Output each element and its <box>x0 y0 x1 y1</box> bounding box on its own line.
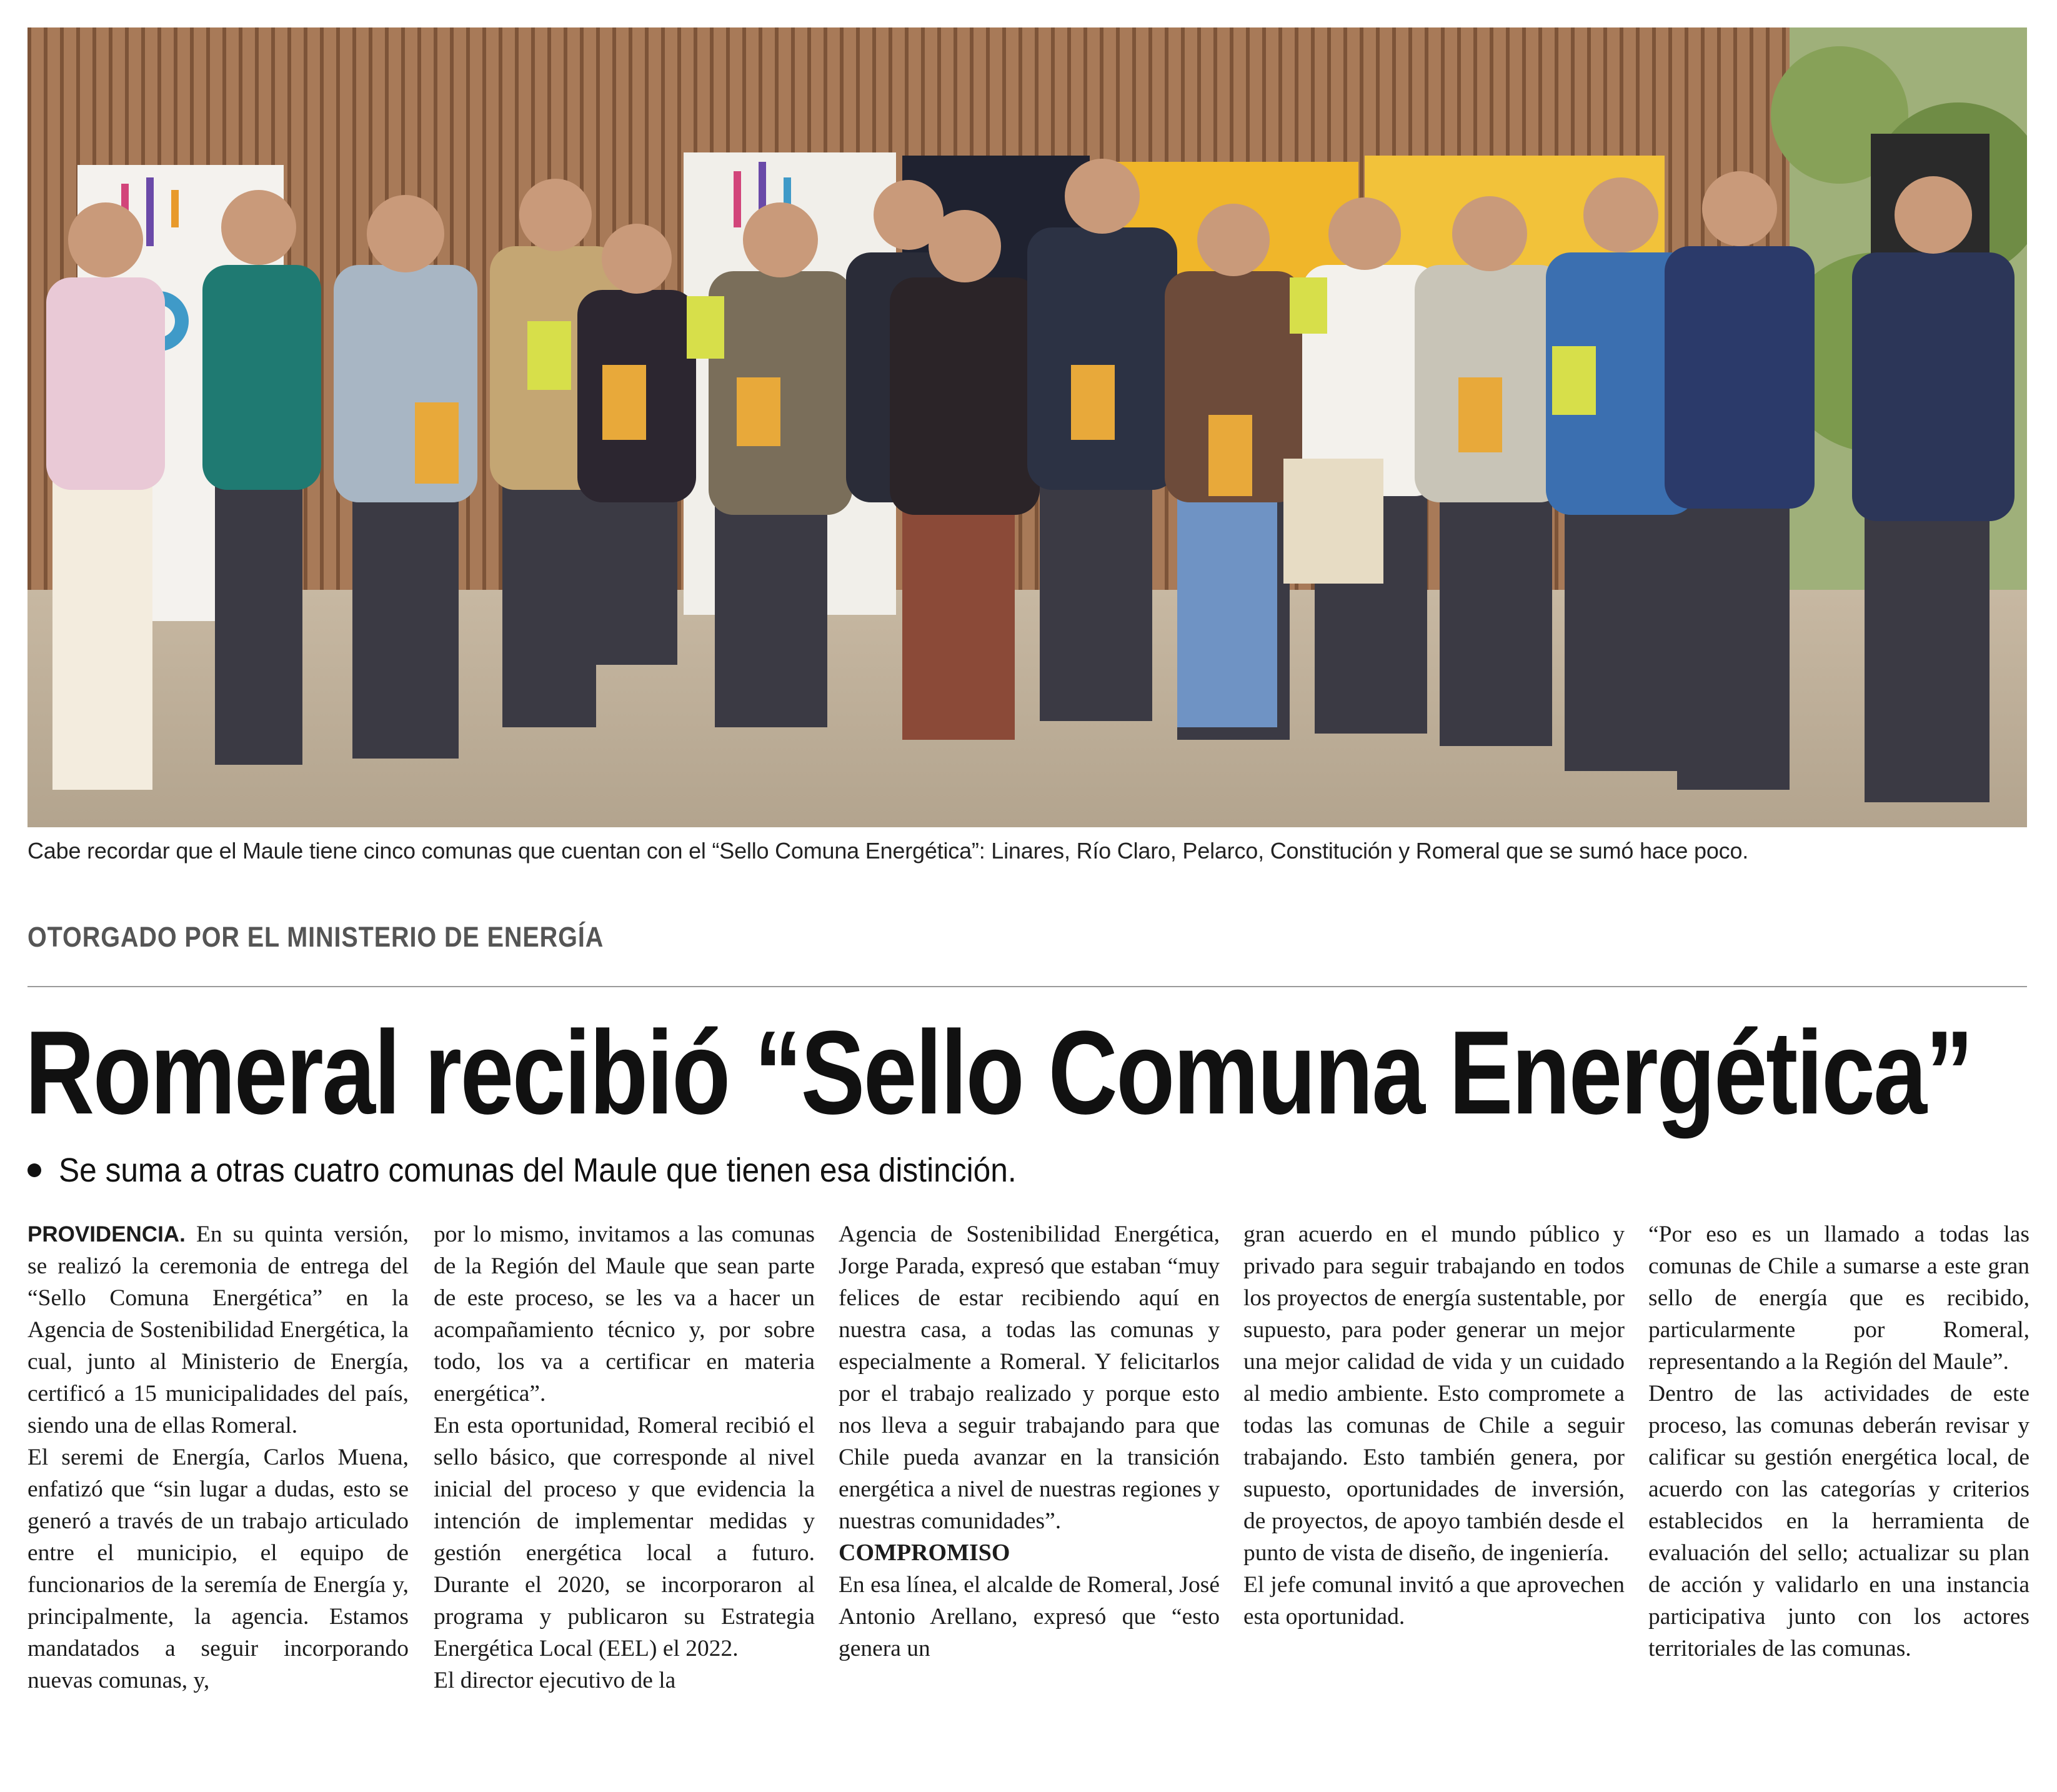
article-column-1 <box>27 1218 409 1768</box>
section-divider <box>27 986 2027 987</box>
article-column-5 <box>1648 1218 2030 1768</box>
subheadline-text: Se suma a otras cuatro comunas del Maule que tienen esa distinción. <box>59 1152 1017 1189</box>
headline: Romeral recibió “Sello Comuna Energética” <box>25 1007 1973 1139</box>
paragraph-text: En su quinta versión, se realizó la ceremonia de entrega del “Sello Comuna Energética” en la Agencia de Sostenibilidad Energética, la cual, junto al Ministerio de Energía, certificó a 15 municipalidades del país, siendo una de ellas Romeral. <box>27 1222 409 1438</box>
article-body <box>27 1218 2030 1768</box>
dateline: PROVIDENCIA. <box>27 1222 186 1247</box>
paragraph <box>27 1218 409 1441</box>
subheadline <box>27 1148 1100 1192</box>
paragraph: gran acuerdo en el mundo público y privado para seguir trabajando en todos los proyectos de energía sustentable, por supuesto, para poder generar un mejor una mejor calidad de vida y un cuidado al medio ambiente. Esto compromete a todas las comunas de Chile a seguir trabajando. Esto también genera, por supuesto, oportunidades de inversión, de proyectos, de apoyo también desde el punto de vista de diseño, de ingeniería. <box>1243 1222 1625 1566</box>
photo-caption: Cabe recordar que el Maule tiene cinco comunas que cuentan con el “Sello Comuna Energética”: Linares, Río Claro, Pelarco, Constitución y Romeral que se sumó hace poco. <box>27 838 1749 864</box>
paragraph: Dentro de las actividades de este proceso, las comunas deberán revisar y calificar su gestión energética local, de acuerdo con las categorías y criterios establecidos en la herramienta de evaluación del sello; actualizar su plan de acción y validarlo en una instancia participativa junto con los actores territoriales de las comunas. <box>1648 1381 2030 1661</box>
subhead: COMPROMISO <box>839 1540 1010 1566</box>
paragraph: En esta oportunidad, Romeral recibió el sello básico, que corresponde al nivel inicial del proceso y que evidencia la intención de implementar medidas y gestión energética local a futuro. Durante el 2020, se incorporaron al programa y publicaron su Estrategia Energética Local (EEL) el 2022. <box>434 1413 815 1661</box>
bullet-icon <box>27 1163 41 1177</box>
paragraph: El director ejecutivo de la <box>434 1668 676 1693</box>
paragraph: El jefe comunal invitó a que aprovechen esta oportunidad. <box>1243 1572 1625 1630</box>
paragraph: por lo mismo, invitamos a las comunas de la Región del Maule que sean parte de este proceso, se les va a hacer un acompañamiento técnico y, por sobre todo, los va a certificar en materia energética”. <box>434 1222 815 1406</box>
kicker: OTORGADO POR EL MINISTERIO DE ENERGÍA <box>27 921 604 953</box>
article-column-2 <box>434 1218 815 1768</box>
paragraph: En esa línea, el alcalde de Romeral, José Antonio Arellano, expresó que “esto genera un <box>839 1572 1220 1661</box>
article-column-4 <box>1243 1218 1625 1768</box>
article-column-3 <box>839 1218 1220 1768</box>
paragraph: El seremi de Energía, Carlos Muena, enfatizó que “sin lugar a dudas, esto se generó a través de un trabajo articulado entre el municipio, el equipo de funcionarios de la seremía de Energía y, principalmente, la agencia. Estamos mandatados a seguir incorporando nuevas comunas, y, <box>27 1445 409 1693</box>
group-photo <box>27 27 2027 827</box>
paragraph: Agencia de Sostenibilidad Energética, Jorge Parada, expresó que estaban “muy felices de estar recibiendo aquí en nuestra casa, a todas las comunas y especialmente a Romeral. Y felicitarlos por el trabajo realizado y porque esto nos lleva a seguir trabajando para que Chile pueda avanzar en la transición energética a nivel de nuestras regiones y nuestras comunidades”. <box>839 1222 1220 1534</box>
paragraph: “Por eso es un llamado a todas las comunas de Chile a sumarse a este gran sello de energía que es recibido, particularmente por Romeral, representando a la Región del Maule”. <box>1648 1222 2030 1375</box>
